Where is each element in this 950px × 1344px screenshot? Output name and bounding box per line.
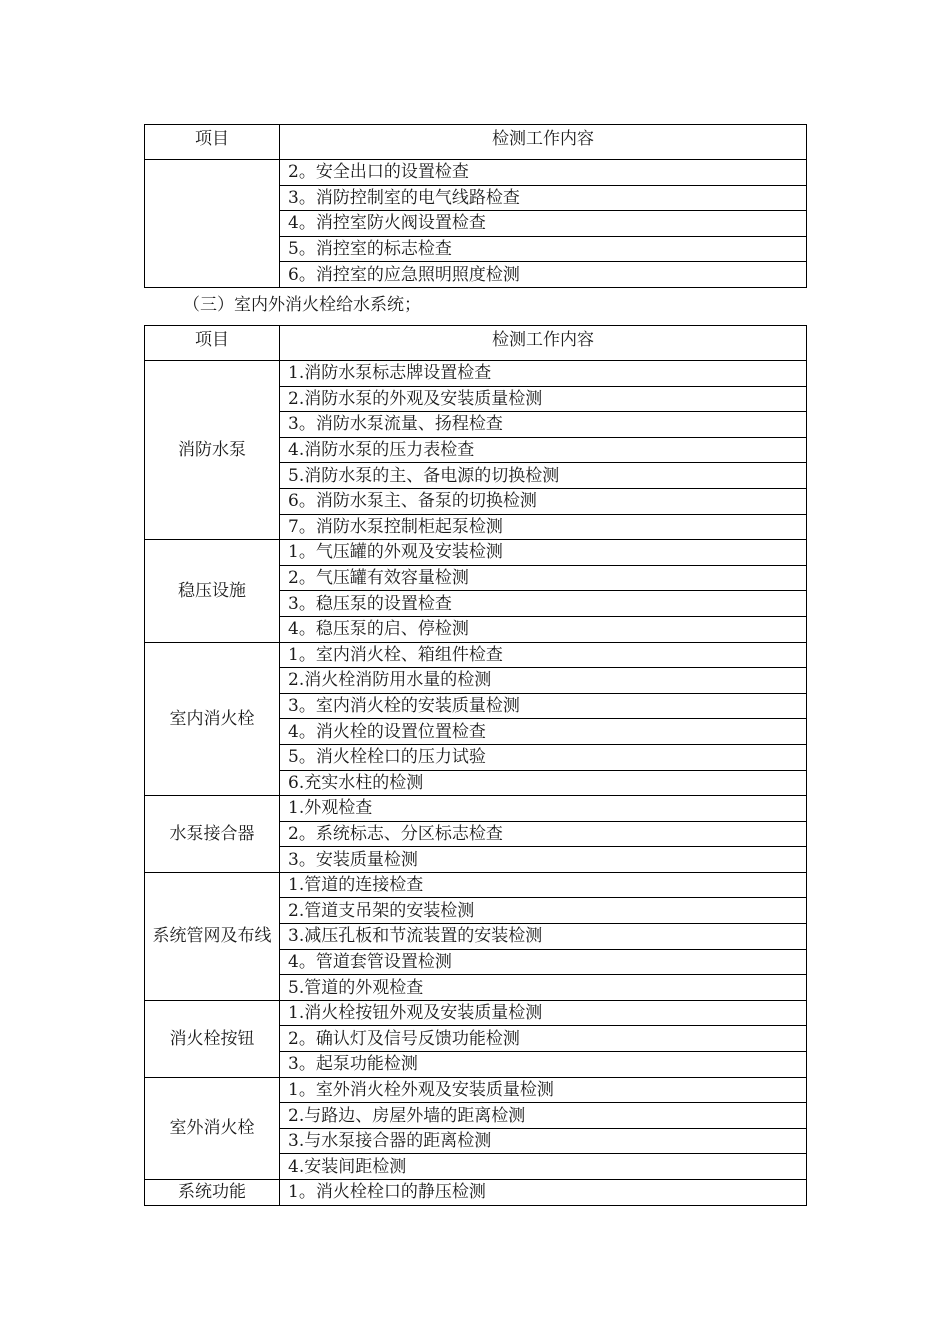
group-label: 稳压设施 [145, 540, 280, 642]
check-item: 4.消防水泵的压力表检查 [280, 437, 807, 463]
check-item: 3。室内消火栓的安装质量检测 [280, 693, 807, 719]
table-row [145, 796, 807, 822]
header-content: 检测工作内容 [280, 326, 807, 361]
check-item: 4.安装间距检测 [280, 1154, 807, 1180]
check-item: 1。室内消火栓、箱组件检查 [280, 642, 807, 668]
group-label: 水泵接合器 [145, 796, 280, 873]
check-item: 6。消防水泵主、备泵的切换检测 [280, 488, 807, 514]
check-item: 2.与路边、房屋外墙的距离检测 [280, 1103, 807, 1129]
group-label: 消火栓按钮 [145, 1000, 280, 1077]
check-item: 1.消防水泵标志牌设置检查 [280, 361, 807, 387]
table-row [145, 1000, 807, 1026]
inspection-table-continued [144, 124, 807, 288]
table-header-row [145, 125, 807, 160]
check-item: 2。气压罐有效容量检测 [280, 565, 807, 591]
check-item: 5.消防水泵的主、备电源的切换检测 [280, 463, 807, 489]
check-item: 5。消火栓栓口的压力试验 [280, 744, 807, 770]
check-item: 1。气压罐的外观及安装检测 [280, 540, 807, 566]
table-row [145, 540, 807, 566]
table-row [145, 1180, 807, 1206]
check-item: 5。消控室的标志检查 [280, 236, 807, 262]
check-item: 4。消火栓的设置位置检查 [280, 719, 807, 745]
check-item: 4。管道套管设置检测 [280, 949, 807, 975]
table-header-row [145, 326, 807, 361]
check-item: 4。稳压泵的启、停检测 [280, 616, 807, 642]
check-item: 6。消控室的应急照明照度检测 [280, 262, 807, 288]
group-label: 室外消火栓 [145, 1077, 280, 1179]
check-item: 3。起泵功能检测 [280, 1052, 807, 1078]
hydrant-system-table [144, 325, 807, 1206]
table-row [145, 361, 807, 387]
group-label: 系统管网及布线 [145, 872, 280, 1000]
group-label: 室内消火栓 [145, 642, 280, 796]
group-label: 消防水泵 [145, 361, 280, 540]
check-item: 3。安装质量检测 [280, 847, 807, 873]
header-item: 项目 [145, 125, 280, 160]
check-item: 2。系统标志、分区标志检查 [280, 821, 807, 847]
check-item: 7。消防水泵控制柜起泵检测 [280, 514, 807, 540]
check-item: 2。确认灯及信号反馈功能检测 [280, 1026, 807, 1052]
check-item: 3.与水泵接合器的距离检测 [280, 1128, 807, 1154]
check-item: 1.管道的连接检查 [280, 872, 807, 898]
table-row [145, 642, 807, 668]
check-item: 3。消防水泵流量、扬程检查 [280, 412, 807, 438]
check-item: 2。安全出口的设置检查 [280, 160, 807, 186]
section-heading: （三）室内外消火栓给水系统； [183, 295, 421, 315]
check-item: 3.减压孔板和节流装置的安装检测 [280, 924, 807, 950]
check-item: 3。消防控制室的电气线路检查 [280, 185, 807, 211]
check-item: 1.外观检查 [280, 796, 807, 822]
group-label [145, 160, 280, 288]
check-item: 1。室外消火栓外观及安装质量检测 [280, 1077, 807, 1103]
header-item: 项目 [145, 326, 280, 361]
table-body [145, 160, 807, 288]
table-row [145, 160, 807, 186]
check-item: 4。消控室防火阀设置检查 [280, 211, 807, 237]
check-item: 6.充实水柱的检测 [280, 770, 807, 796]
header-content: 检测工作内容 [280, 125, 807, 160]
check-item: 5.管道的外观检查 [280, 975, 807, 1001]
table-row [145, 872, 807, 898]
check-item: 2.消防水泵的外观及安装质量检测 [280, 386, 807, 412]
check-item: 3。稳压泵的设置检查 [280, 591, 807, 617]
check-item: 1.消火栓按钮外观及安装质量检测 [280, 1000, 807, 1026]
table-body [145, 361, 807, 1206]
table-row [145, 1077, 807, 1103]
check-item: 2.消火栓消防用水量的检测 [280, 668, 807, 694]
group-label: 系统功能 [145, 1180, 280, 1206]
check-item: 1。消火栓栓口的静压检测 [280, 1180, 807, 1206]
check-item: 2.管道支吊架的安装检测 [280, 898, 807, 924]
